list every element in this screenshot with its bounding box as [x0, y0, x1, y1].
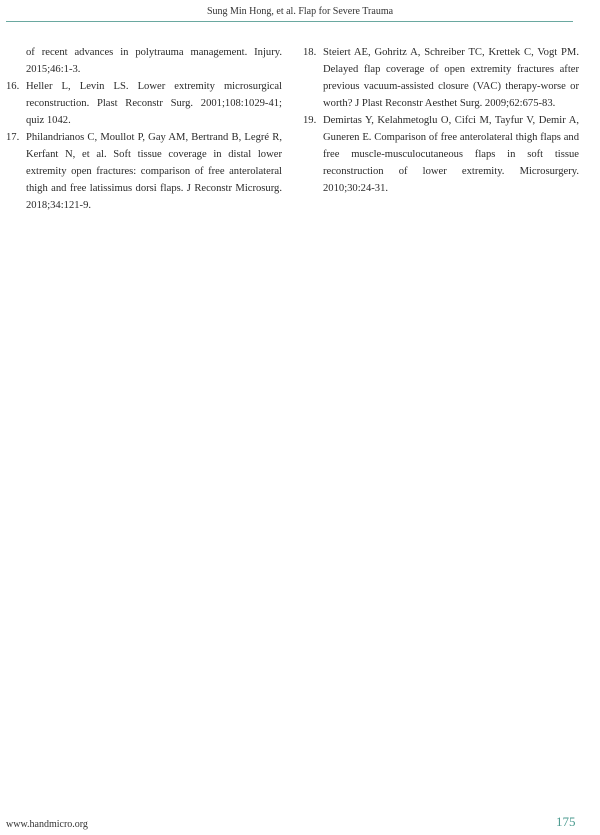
reference-17 [6, 129, 282, 214]
reference-text: Steiert AE, Gohritz A, Schreiber TC, Krettek C, Vogt PM. Delayed flap coverage of open extremity fractures after previous vacuum-assisted closure (VAC) therapy-worse or worth? J Plast Reconstr Aesthet Surg. 2009;62:675-83. [323, 47, 579, 109]
reference-number: 19. [303, 115, 317, 126]
reference-18 [303, 44, 579, 112]
reference-16 [6, 78, 282, 129]
reference-continued [6, 44, 282, 78]
reference-text: Demirtas Y, Kelahmetoglu O, Cifci M, Tayfur V, Demir A, Guneren E. Comparison of free anterolateral thigh flaps and free muscle-musculocutaneous flaps in soft tissue reconstruction of lower extremity. Microsurgery. 2010;30:24-31. [323, 115, 579, 194]
reference-text: Philandrianos C, Moullot P, Gay AM, Bertrand B, Legré R, Kerfant N, et al. Soft tissue coverage in distal lower extremity open fractures: comparison of free anterolateral thigh and free latissimus dorsi flaps. J Reconstr Microsurg. 2018;34:121-9. [26, 132, 282, 211]
page-number: 175 [556, 814, 576, 829]
reference-text: of recent advances in polytrauma management. Injury. 2015;46:1-3. [26, 47, 282, 75]
reference-text: Heller L, Levin LS. Lower extremity microsurgical reconstruction. Plast Reconstr Surg. 2001;108:1029-41; quiz 1042. [26, 81, 282, 126]
reference-number: 17. [6, 132, 20, 143]
header-rule [6, 21, 573, 22]
reference-number: 16. [6, 81, 20, 92]
reference-number: 18. [303, 47, 317, 58]
running-title: Sung Min Hong, et al. Flap for Severe Trauma [206, 6, 394, 17]
footer-url: www.handmicro.org [6, 819, 88, 830]
references-left-column [6, 44, 282, 214]
reference-19 [303, 112, 579, 197]
references-right-column [303, 44, 579, 197]
